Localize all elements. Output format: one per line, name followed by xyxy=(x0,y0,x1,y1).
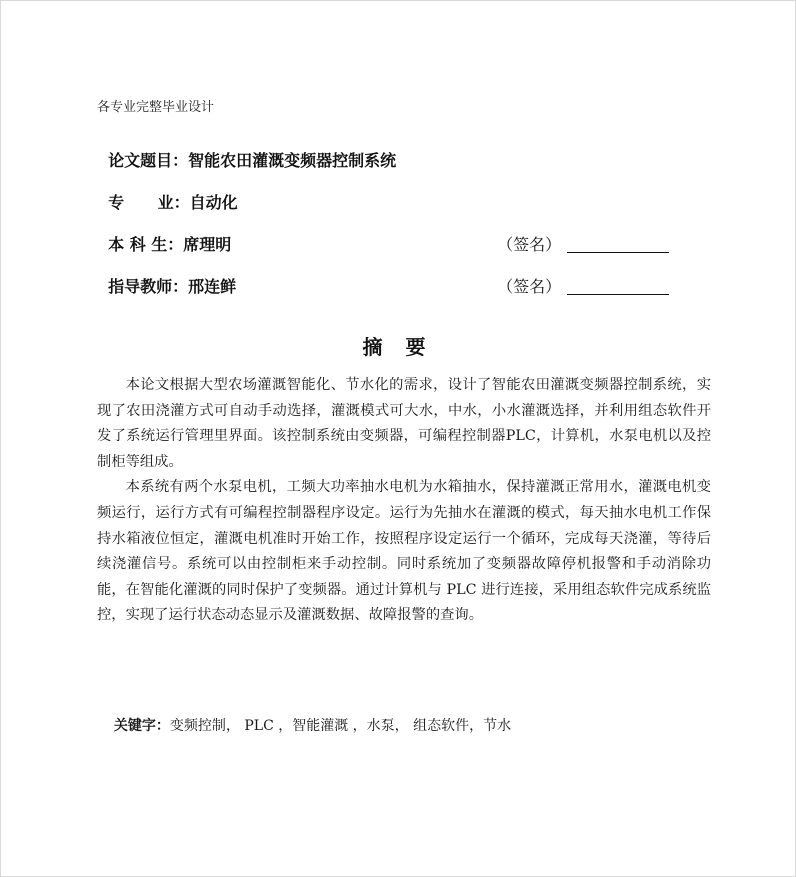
thesis-title-label: 论文题目： xyxy=(108,151,189,170)
student-name: 席理明 xyxy=(183,235,232,254)
advisor-name: 邢连鲜 xyxy=(188,277,237,296)
major-label: 专 业： xyxy=(108,193,190,212)
student-signature-line xyxy=(567,251,669,253)
student-row xyxy=(97,212,231,256)
abstract-paragraph-2: 本系统有两个水泵电机，工频大功率抽水电机为水箱抽水，保持灌溉正常用水，灌溉电机变频运行，运行方式有可编程控制器程序设定。运行为先抽水在灌溉的模式，每天抽水电机工作保持水箱液位恒定，灌溉电机准时开始工作，按照程序设定运行一个循环，完成每天浇灌，等待后续浇灌信号。系统可以由控制柜来手动控制。同时系统加了变频器故障停机报警和手动消除功能，在智能化灌溉的同时保护了变频器。通过计算机与 PLC 进行连接，采用组态软件完成系统监控，实现了运行状态动态显示及灌溉数据、故障报警的查询。 xyxy=(97,479,711,624)
major-value: 自动化 xyxy=(189,193,238,212)
thesis-title-value: 智能农田灌溉变频器控制系统 xyxy=(188,151,397,170)
keywords-label: 关键字： xyxy=(113,718,170,734)
abstract-title: 摘 要 xyxy=(362,335,434,359)
major-row xyxy=(97,170,238,214)
advisor-label: 指导教师： xyxy=(108,277,189,296)
student-signature-label: （签名） xyxy=(497,235,562,254)
abstract-body xyxy=(97,373,711,629)
advisor-signature xyxy=(487,254,669,298)
advisor-row xyxy=(97,254,236,298)
keywords-line xyxy=(105,693,511,737)
advisor-signature-label: （签名） xyxy=(497,277,562,296)
advisor-signature-line xyxy=(567,293,669,295)
student-label: 本 科 生： xyxy=(108,235,184,254)
keywords-value: 变频控制， PLC ，智能灌溉 ，水泵， 组态软件，节水 xyxy=(169,718,512,734)
header-note: 各专业完整毕业设计 xyxy=(97,100,215,115)
abstract-paragraph-1: 本论文根据大型农场灌溉智能化、节水化的需求，设计了智能农田灌溉变频器控制系统，实现了农田浇灌方式可自动手动选择，灌溉模式可大水，中水，小水灌溉选择，并利用组态软件开发了系统运行管理里界面。该控制系统由变频器，可编程控制器PLC，计算机，水泵电机以及控制柜等组成。 xyxy=(97,377,711,470)
thesis-title-row xyxy=(97,128,396,172)
student-signature xyxy=(487,212,669,256)
